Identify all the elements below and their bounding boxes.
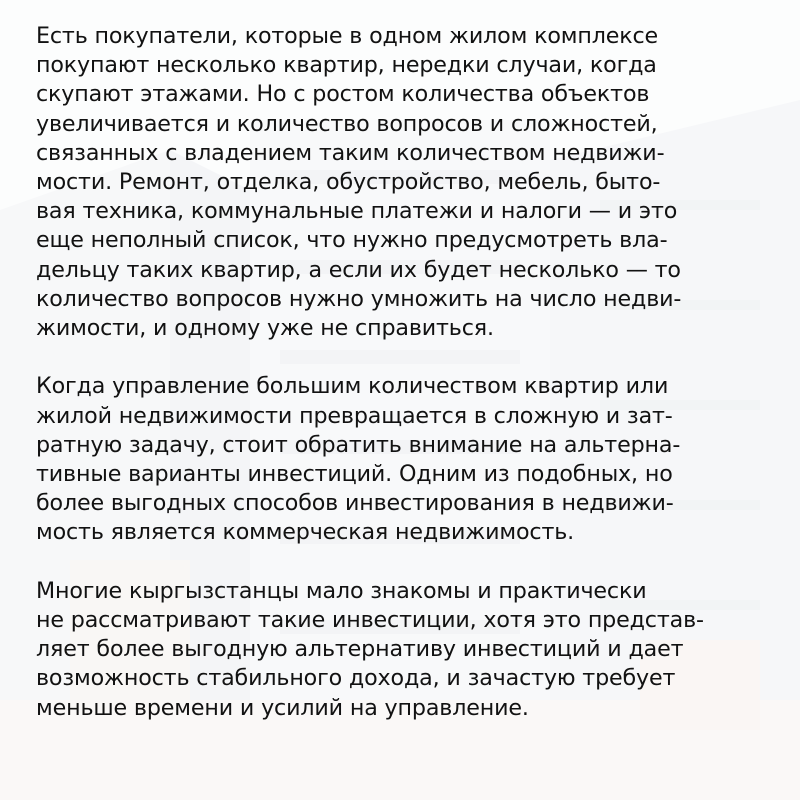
text-line: не рассматривают такие инвестиции, хотя это представ- [36, 607, 704, 634]
paragraph-3 [36, 577, 776, 723]
text-line: Многие кыргызстанцы мало знакомы и практически [36, 577, 647, 604]
article-text [36, 22, 776, 752]
text-line: количество вопросов нужно умножить на число недви- [36, 285, 682, 312]
text-line: Есть покупатели, которые в одном жилом комплексе [36, 23, 659, 49]
paragraph-2 [36, 372, 776, 547]
text-line: тивные варианты инвестиций. Одним из подобных, но [36, 461, 673, 488]
text-line: жимости, и одному уже не справиться. [36, 315, 494, 342]
text-line: вая техника, коммунальные платежи и налоги — и это [36, 198, 678, 225]
paragraph-1 [36, 22, 776, 343]
text-line: покупают несколько квартир, нередки случаи, когда [36, 52, 657, 79]
text-line: меньше времени и усилий на управление. [36, 694, 529, 721]
text-line: ратную задачу, стоит обратить внимание на альтерна- [36, 431, 681, 458]
text-line: жилой недвижимости превращается в сложную и зат- [36, 402, 673, 429]
text-line: связанных с владением таким количеством недвижи- [36, 139, 665, 166]
text-line: еще неполный список, что нужно предусмотреть вла- [36, 227, 668, 254]
text-line: дельцу таких квартир, а если их будет несколько — то [36, 256, 681, 283]
text-line: увеличивается и количество вопросов и сложностей, [36, 110, 658, 137]
text-line: скупают этажами. Но с ростом количества объектов [36, 81, 650, 108]
text-line: ляет более выгодную альтернативу инвестиций и дает [36, 636, 684, 663]
text-line: мость является коммерческая недвижимость. [36, 519, 575, 546]
text-line: Когда управление большим количеством квартир или [36, 373, 669, 400]
text-line: более выгодных способов инвестирования в недвижи- [36, 490, 674, 517]
text-line: возможность стабильного дохода, и зачастую требует [36, 665, 676, 692]
text-line: мости. Ремонт, отделка, обустройство, мебель, быто- [36, 169, 661, 196]
